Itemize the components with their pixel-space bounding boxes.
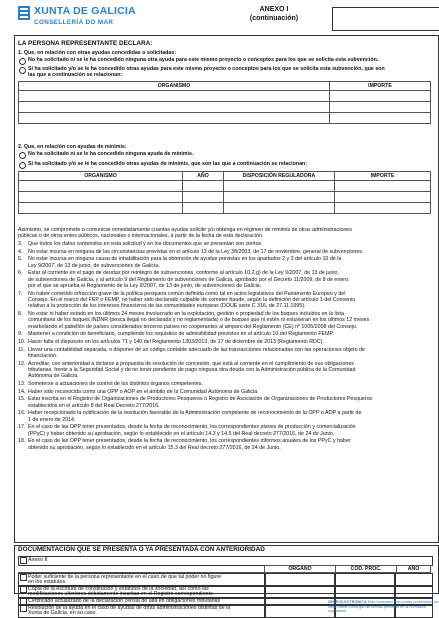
col-organismo: ORGANISMO xyxy=(19,82,330,91)
declaration-item-text: Autónoma de Galicia. xyxy=(28,373,79,380)
q2-option-no-label: No ha solicitado ni se le ha concedido ninguna ayuda de minimis. xyxy=(28,151,194,157)
q1-option-no-label: No ha solicitado ni se le ha concedido ninguna otra ayuda para este mismo proyecto o conceptos para los que se solicita esta subvención. xyxy=(28,57,379,63)
declaration-item-text: comunitaria de los buques INDNR (pesca ilegal no declarada y no reglamentada) o de buques que ni estén ni estuvieran en los últimos 12 meses xyxy=(28,317,370,324)
sede-badge: SEDE ELECTRÓNICA xyxy=(328,600,367,604)
declaration-item-number: 8. xyxy=(18,311,23,317)
declaration-item-text: No estar ni haber estado en los últimos 24 meses involucrado en la explotación, gestión o propiedad de los buques incluidos en la lista xyxy=(28,311,344,317)
declaration-item-number: 18. xyxy=(18,438,26,445)
document-label: Copia de la escritura de constitución y estatutos de la sociedad, así como las xyxy=(28,585,209,592)
document-label: modificaciones ulteriores debidamente inscritas en el Registro correspondiente. xyxy=(28,591,215,598)
declaration-item-text: No estar incursa en ninguna causa de inhabilitación para la obtención de ayudas previstas en los apartados 2 y 3 del artículo 10 de la xyxy=(28,256,342,263)
q2-option-yes-radio[interactable] xyxy=(19,162,26,169)
q2-option-yes-label: Sí ha solicitado y/o se le ha concedido otras ayudas de minimis, que son las que a continuación se relacionan: xyxy=(28,161,308,167)
declaration-item-number: 14. xyxy=(18,388,26,395)
declaration-item-number: 5. xyxy=(18,256,23,263)
table-row xyxy=(19,181,431,192)
table-row xyxy=(19,113,431,124)
declaration-item-text: No estar incursa en ninguna de las circunstancias previstas en el artículo 13 de la Ley 38/2003, de 17 de noviembre, general de subvenciones. xyxy=(28,248,364,255)
registration-code-box xyxy=(332,7,439,31)
declaration-item-text: Consejo. En el marco del FEP o FEMP, no haber sido declarado culpable de cometer fraude, según la definición del artículo 1 del Convenio xyxy=(28,297,356,303)
table-cell[interactable] xyxy=(330,102,431,113)
table-row xyxy=(19,91,431,102)
col-ano: AÑO xyxy=(397,566,431,573)
declaration-item-text: financiación. xyxy=(28,353,58,359)
table-cell[interactable] xyxy=(330,113,431,124)
col-importe: IMPORTE xyxy=(330,82,431,91)
form-header xyxy=(14,4,439,32)
footer-text-1: Este formulario sólo podrá presentarse en xyxy=(367,600,439,604)
commitment-line-1: Asimismo, se compromete a comunicar inmediatamente cuantas ayudas solicite y/u obtenga en régimen de minimis de otras administraciones xyxy=(18,227,352,233)
table-cell[interactable] xyxy=(335,192,431,203)
commitment-line-2: públicas o de otros entes públicos, nacionales o internacionales, a partir de la fecha de esta declaración. xyxy=(18,233,264,239)
declaration-item-text: obtenido su aprobación, según lo establecido en el artículo 15.3 del Real decreto 277/2016, de 24 de Junio. xyxy=(28,444,281,451)
table-cell[interactable] xyxy=(183,203,224,214)
department-name: CONSELLERÍA DO MAR xyxy=(34,19,114,26)
declaration-item-text: Someterse a actuaciones de control de los distintos órganos competentes. xyxy=(28,381,203,387)
declaration-item-number: 17. xyxy=(18,424,26,431)
document-checkbox[interactable] xyxy=(20,574,27,581)
documentation-title: DOCUMENTACIÓN QUE SE PRESENTA O YA PRESENTADA CON ANTERIORIDAD xyxy=(18,546,265,553)
table-cell[interactable] xyxy=(224,192,335,203)
minimis-aid-table xyxy=(18,171,431,214)
declaration-item-text: Llevar una contabilidad separada, o disponer de un código contable adecuado de las transacciones relacionadas con las operaciones objeto de xyxy=(28,346,365,353)
declaration-item-text: Estar al corriente en el pago de deudas por reintegro de subvenciones, conforme al artículo 10.2.g) de la Ley 9/2007, de 13 de junio, xyxy=(28,270,339,277)
table-cell[interactable] xyxy=(335,181,431,192)
declaration-item-text: Ley 9/2007, de 13 de junio, de subvenciones de Galicia. xyxy=(28,262,160,269)
declaration-item-text: En el caso de las OPP tener presentados, desde la fecha de reconocimiento, los correspondientes informes anuales de los PPyC y haber xyxy=(28,438,351,445)
col-organo: ÓRGANO xyxy=(265,566,336,573)
declaration-item-number: 12. xyxy=(18,360,26,367)
annex-title: ANEXO I xyxy=(259,6,289,13)
other-aid-table xyxy=(18,81,431,124)
declaration-item-number: 15. xyxy=(18,396,26,403)
question-1: 1. Que, en relación con otras ayudas concedidas o solicitadas: xyxy=(18,50,177,56)
table-row xyxy=(19,192,431,203)
col-organismo: ORGANISMO xyxy=(19,172,183,181)
col-importe: IMPORTE xyxy=(335,172,431,181)
document-label: Resolución de la ayuda en el caso de ayudas de otras administraciones distintas de la xyxy=(28,604,231,611)
table-cell[interactable] xyxy=(19,192,183,203)
declaration-item-text: por el que se aprueba el Reglamento de la Ley 9/2007, de 13 de junio, de subvenciones de Galicia. xyxy=(28,283,262,289)
table-cell[interactable] xyxy=(19,102,330,113)
documentation-table xyxy=(18,565,431,573)
q1-option-yes-label-l2: las que a continuación se relacionan: xyxy=(28,72,123,78)
footer-notice xyxy=(328,600,439,604)
document-label: en los estatutos. xyxy=(28,579,67,586)
documentation-cell[interactable] xyxy=(264,604,336,618)
footer-text-2: https://sede.xunta.gal las formas previstas en la normativa reguladora xyxy=(328,605,426,613)
document-label: Xunta de Galicia, en su caso xyxy=(28,610,96,617)
document-label: Certificado actualizado de la declaración censal de alta en obligaciones tributarias xyxy=(28,597,221,604)
declaration-item-text: Hacer falta el dispuesto en los artículos 71 y 140 del Reglamento 1303/2013, de 17 de diciembre de 2013 (Reglamento RDC). xyxy=(28,339,324,345)
question-2: 2. Que, en relación con ayudas de minimis: xyxy=(18,144,127,150)
declaration-item-number: 10. xyxy=(18,339,26,345)
xunta-logo-icon xyxy=(18,6,30,20)
declaration-item-text: Acreditar, con anterioridad a dictarse a propuesta de resolución de concesión, que está al corriente en el cumplimiento de sus obligaciones xyxy=(28,360,354,367)
declaration-item-text: No haber cometido infracción grave de la política pesquera común definida como tal en actos legislativos del Parlamento Europeo y del xyxy=(28,290,346,297)
col-disposicion: DISPOSICIÓN REGULADORA xyxy=(224,172,335,181)
annex-continuation: (continuación) xyxy=(249,15,299,22)
declaration-item-number: 11. xyxy=(18,346,25,353)
col-cod-proc: CÓD. PROC. xyxy=(336,566,397,573)
declaration-item-text: establecidos en el artículo 8 del Real Decreto 277/2016. xyxy=(28,402,160,409)
declaration-item-number: 7. xyxy=(18,290,23,297)
declaration-title: LA PERSONA REPRESENTANTE DECLARA: xyxy=(18,40,153,47)
declaration-item-text: Mantener a condición de beneficiario, cumpliendo los requisitos de admisibilidad previstos en el artículo 10 del Reglamento FEMP. xyxy=(28,331,334,338)
declaration-item-text: 1 de enero de 2014. xyxy=(28,416,76,423)
declaration-item-number: 13. xyxy=(18,381,26,387)
table-cell[interactable] xyxy=(19,203,183,214)
declaration-item-number: 16. xyxy=(18,410,26,417)
brand-name: XUNTA DE GALICIA xyxy=(34,5,136,17)
table-cell[interactable] xyxy=(335,203,431,214)
q1-option-yes-label-l1: Sí ha solicitado y/o se le ha concedido otras ayudas para este mismo proyecto o conceptos para los que se solicita esta subvención, que son xyxy=(28,66,385,72)
declaration-item-text: Haber sido reconocida como una OPP o AOP en el ámbito de la Comunidad Autónoma de Galicia. xyxy=(28,388,259,395)
table-cell[interactable] xyxy=(330,91,431,102)
col-ano: AÑO xyxy=(183,172,224,181)
declaration-item-text: Estar inscrita en el Registro de Organizaciones de Productores Pesqueros o Registro de Asociación de Organizaciones de Productores Pesqueros xyxy=(28,396,373,403)
table-cell[interactable] xyxy=(183,181,224,192)
declaration-item-text: (PPyC) y haber obtenido su aprobación, según lo establecido en el artículo 14.3 y 14.5 del Real decreto 277/2016, de 24 de Junio. xyxy=(28,430,335,437)
declaration-item-text: Haber recepcionado la notificación de la resolución favorable de la Administración competente de reconocimiento de la OPP o AOP a partir de xyxy=(28,410,362,417)
table-cell[interactable] xyxy=(224,181,335,192)
table-row xyxy=(19,203,431,214)
declaration-item-number: 3. xyxy=(18,241,23,247)
declaration-item-text: de subvenciones de Galicia, y al artículo 9 del Reglamento de subvenciones de Galicia, aprobado por el Decreto 11/2009, de 8 de enero, xyxy=(28,276,350,283)
table-cell[interactable] xyxy=(183,192,224,203)
declaration-item-text: enarbolando el pabellón de países considerados terceros países no cooperantes al amparo del Reglamento (CE) nº 1005/2008 del Consejo. xyxy=(28,323,358,330)
q2-option-no-radio[interactable] xyxy=(19,152,26,159)
q1-option-yes-radio[interactable] xyxy=(19,67,26,74)
q1-option-no-radio[interactable] xyxy=(19,58,26,65)
table-row xyxy=(19,102,431,113)
annex-ii-label: Anexo II xyxy=(28,557,48,563)
document-label: Poder suficiente de la persona representante en el caso de que tal poder no figure xyxy=(28,573,222,580)
declaration-item-text: relativo a la protección de los intereses financieros de las comunidades europeas (DOUE serie C 316, de 27.11.1995). xyxy=(28,303,306,310)
table-cell[interactable] xyxy=(19,113,330,124)
declaration-item-number: 9. xyxy=(18,331,23,338)
declaration-item-text: tributarias, frente a la Seguridad Social y de no tener pendiente de pago ninguna otra deuda con la Administración pública de la Comunidad xyxy=(28,367,356,373)
table-cell[interactable] xyxy=(224,203,335,214)
declaration-item-number: 4. xyxy=(18,248,23,255)
declaration-item-text: En el caso de las OPP tener presentados, desde la fecha de reconocimiento, los correspondientes planes de producción y comercialización xyxy=(28,424,356,431)
table-cell[interactable] xyxy=(19,91,330,102)
annex-ii-checkbox[interactable] xyxy=(20,557,27,564)
declaration-item-number: 6. xyxy=(18,270,23,277)
document-checkbox[interactable] xyxy=(20,605,27,612)
document-checkbox[interactable] xyxy=(20,586,27,593)
declaration-item-text: Que todos los datos contenidos en esta solicitud y en los documentos que se presentan son ciertos. xyxy=(28,241,263,247)
table-cell[interactable] xyxy=(19,181,183,192)
